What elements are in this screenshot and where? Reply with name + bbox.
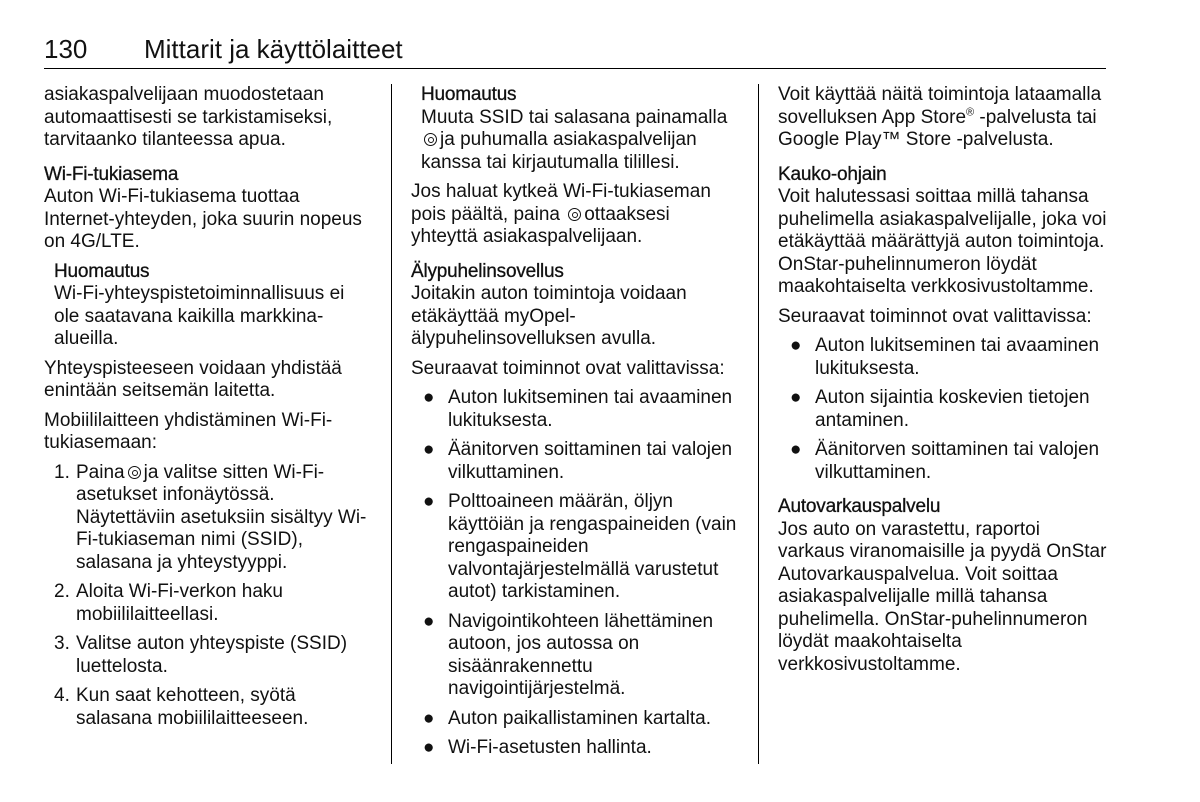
list-item <box>411 491 741 604</box>
list-intro: Seuraavat toiminnot ovat valittavissa: <box>411 357 725 379</box>
list-item <box>411 708 741 731</box>
column-1 <box>44 84 370 737</box>
theft-text: Jos auto on varastettu, raportoi varkaus viranomaisille ja pyydä OnStar Autovarkauspalvelua. Voit soittaa asiakaspalvelijalle millä tahansa puhelimella. OnStar-puhelinnumeron löydät maakohtaiselta verkkosivustoltamme. <box>778 518 1107 675</box>
step-text: Kun saat kehotteen, syötä salasana mobiililaitteeseen. <box>76 685 309 729</box>
bullet-text: Navigointikohteen lähettäminen autoon, jos autossa on sisäänrakennettu navigointijärjestelmä. <box>448 610 714 699</box>
bullet: ● <box>423 737 435 758</box>
step-text: Valitse auton yhteyspiste (SSID) luettelosta. <box>76 633 348 677</box>
step-number: 2. <box>54 581 70 602</box>
bullet: ● <box>423 491 435 512</box>
bullet-list <box>411 387 741 760</box>
column-divider-1 <box>391 84 392 764</box>
bullet: ● <box>423 439 435 460</box>
onstar-service-button-icon <box>568 208 581 221</box>
bullet: ● <box>423 610 435 632</box>
note-text <box>421 107 741 175</box>
intro-paragraph: asiakaspalvelijaan muodostetaan automaattisesti se tarkistamiseksi, tarvitaanko tilanteessa apua. <box>44 84 333 150</box>
connect-paragraph: Mobiililaitteen yhdistäminen Wi-Fi-tukiasemaan: <box>44 409 333 453</box>
list-item <box>44 462 370 575</box>
bullet-text: Äänitorven soittaminen tai valojen vilkuttaminen. <box>448 439 733 483</box>
bullet: ● <box>423 707 435 729</box>
bullet-text: Auton lukitseminen tai avaaminen lukituksesta. <box>815 335 1100 379</box>
column-divider-2 <box>758 84 759 764</box>
step-text-pre: Paina <box>76 461 125 483</box>
bullet-list <box>778 335 1108 484</box>
app-heading: Älypuhelinsovellus <box>411 260 564 282</box>
step-text: Aloita Wi-Fi-verkon haku mobiililaitteellasi. <box>76 581 283 625</box>
theft-heading: Autovarkauspalvelu <box>778 496 941 517</box>
list-item <box>778 335 1108 380</box>
column-2 <box>411 84 741 767</box>
note-block <box>421 84 741 174</box>
list-item <box>44 633 370 678</box>
registered-mark: ® <box>966 106 975 119</box>
steps-list <box>44 462 370 731</box>
note-block <box>54 261 370 351</box>
note-text-pre: Muuta SSID tai salasana painamalla <box>421 106 728 128</box>
note-text-post: ja puhumalla asiakaspalvelijan kanssa tai kirjautumalla tilillesi. <box>421 129 697 173</box>
list-item <box>778 387 1108 432</box>
note-heading: Huomautus <box>421 84 517 105</box>
remote-text: Voit halutessasi soittaa millä tahansa puhelimella asiakaspalvelijalle, joka voi etäkäyttää määrättyjä auton toimintoja. OnStar-puhelinnumeron löydät maakohtaiselta verkkosivustoltamme. <box>778 186 1107 297</box>
column-3 <box>778 84 1108 683</box>
bullet-text: Auton paikallistaminen kartalta. <box>448 707 711 729</box>
bullet: ● <box>790 387 802 408</box>
list-item <box>44 581 370 626</box>
intro-text-post: -palvelusta tai Google Play™ Store -palvelusta. <box>778 106 1097 150</box>
step-number: 3. <box>54 633 70 654</box>
page-number: 130 <box>44 34 88 64</box>
onstar-service-button-icon <box>424 133 437 146</box>
list-item <box>411 439 741 484</box>
step-number: 1. <box>54 461 70 483</box>
bullet: ● <box>790 335 802 356</box>
para-text-pre: Jos haluat kytkeä Wi-Fi-tukiaseman pois päältä, paina <box>411 181 711 225</box>
wifi-off-paragraph <box>411 181 741 249</box>
wifi-heading: Wi-Fi-tukiasema <box>44 163 179 185</box>
bullet-text: Auton sijaintia koskevien tietojen antaminen. <box>815 387 1090 431</box>
list-item <box>411 737 741 760</box>
bullet-text: Wi-Fi-asetusten hallinta. <box>448 737 652 758</box>
bullet-text: Polttoaineen määrän, öljyn käyttöiän ja rengaspaineiden (vain rengaspaineiden valvontajärjestelmällä varustetut autot) tarkistaminen. <box>448 491 737 602</box>
bullet: ● <box>790 439 802 460</box>
bullet-text: Auton lukitseminen tai avaaminen lukituksesta. <box>448 387 733 431</box>
chapter-title: Mittarit ja käyttölaitteet <box>144 34 403 64</box>
list-item <box>411 611 741 701</box>
list-intro: Seuraavat toiminnot ovat valittavissa: <box>778 305 1092 327</box>
list-item <box>44 685 370 730</box>
bullet: ● <box>423 387 435 408</box>
page-header <box>44 34 1106 69</box>
app-text: Joitakin auton toimintoja voidaan etäkäyttää myOpel-älypuhelinsovelluksen avulla. <box>411 283 687 349</box>
app-store-paragraph <box>778 84 1108 152</box>
intro-text-pre: Voit käyttää näitä toimintoja lataamalla sovelluksen App Store <box>778 84 1102 128</box>
onstar-wifi-button-icon <box>128 466 141 479</box>
step-number: 4. <box>54 685 70 706</box>
para-text-post: ottaaksesi yhteyttä asiakaspalvelijaan. <box>411 203 670 247</box>
list-item <box>411 387 741 432</box>
devices-paragraph: Yhteyspisteeseen voidaan yhdistää enintään seitsemän laitetta. <box>44 357 342 401</box>
remote-heading: Kauko-ohjain <box>778 163 887 185</box>
list-item <box>778 439 1108 484</box>
wifi-text: Auton Wi-Fi-tukiasema tuottaa Internet-yhteyden, joka suurin nopeus on 4G/LTE. <box>44 186 362 252</box>
note-text: Wi-Fi-yhteyspistetoiminnallisuus ei ole saatavana kaikilla markkina-alueilla. <box>54 283 345 349</box>
step-text-post: ja valitse sitten Wi-Fi-asetukset infonäytössä. Näytettäviin asetuksiin sisältyy Wi-Fi-tukiaseman nimi (SSID), salasana ja yhteystyyppi. <box>76 461 367 573</box>
bullet-text: Äänitorven soittaminen tai valojen vilkuttaminen. <box>815 439 1100 483</box>
note-heading: Huomautus <box>54 260 150 282</box>
